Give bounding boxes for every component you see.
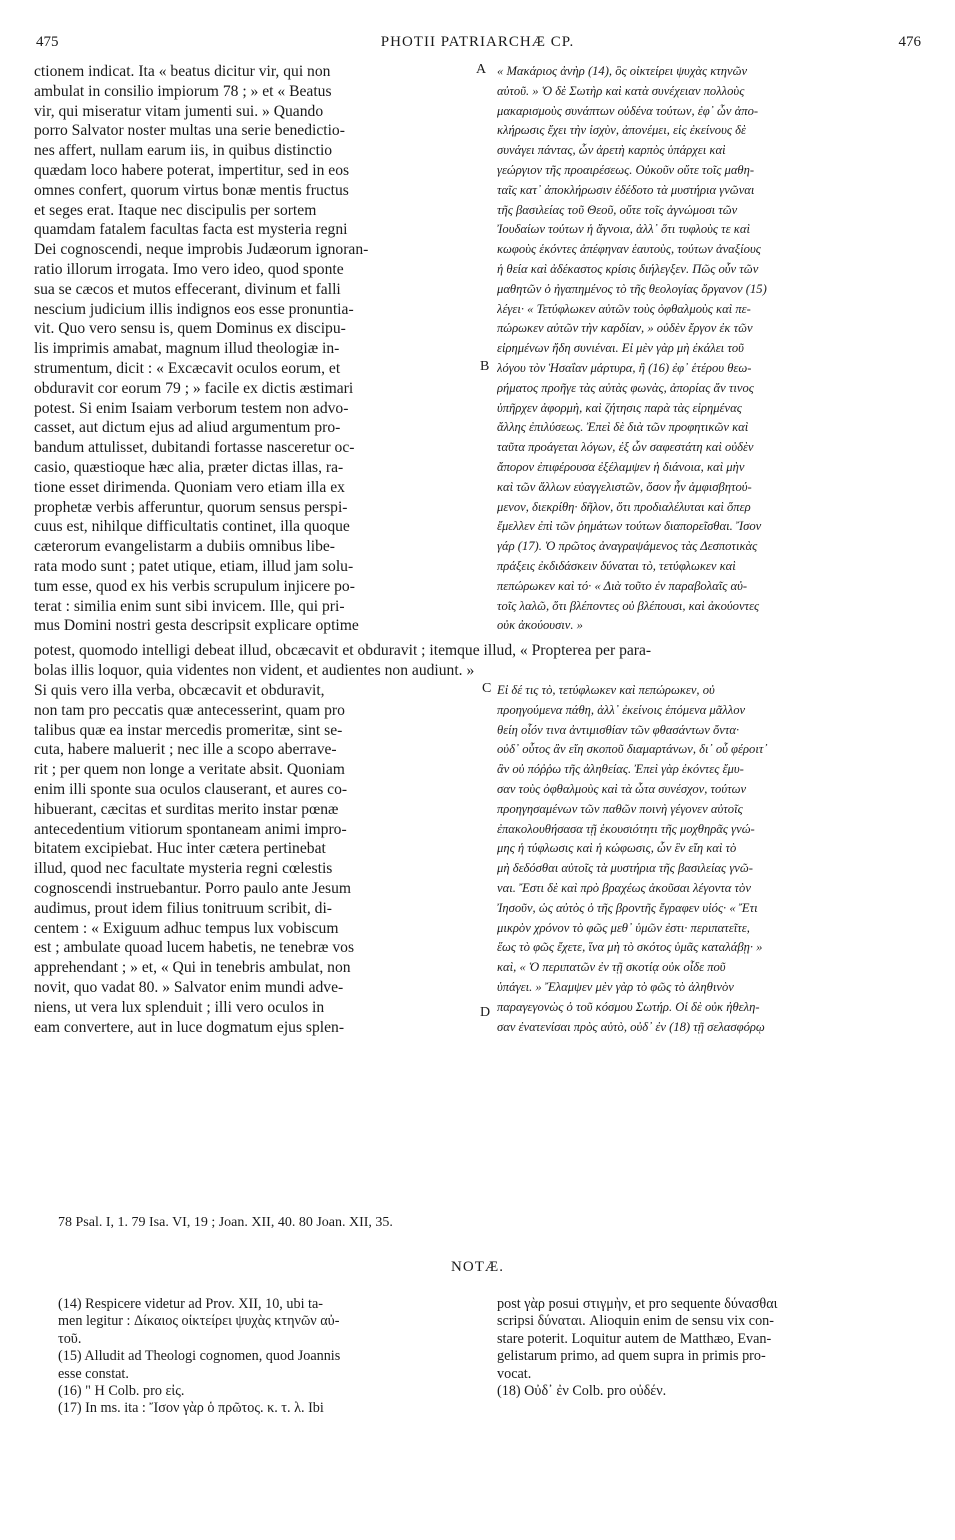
greek-line: ὑπάγει. » Ἔλαμψεν μὲν γὰρ τὸ φῶς τὸ ἀληθινὸν: [497, 979, 734, 994]
running-title: PHOTII PATRIARCHÆ CP.: [380, 34, 575, 50]
greek-line: τοῖς λαλῶ, ὅτι βλέποντες οὐ βλέπουσι, καὶ ἀκούοντες: [497, 598, 760, 613]
latin-line: novit, quo vadat 80. » Salvator enim mundi adve-: [34, 978, 344, 996]
note-line: (18) Οὐδ᾽ ἐν Colb. pro οὐδέν.: [497, 1383, 667, 1400]
latin-line: bolas illis loquor, quia videntes non vident, et audientes non audiunt. »: [34, 661, 475, 679]
greek-line: κωφοὺς ἑκόντες ἀπέφηναν ἑαυτοὺς, τούτων ἀναξίους: [497, 242, 761, 257]
latin-line: prophetæ verbis afferuntur, quorum sensus perspi-: [34, 498, 348, 516]
latin-line: enim illi sponte sua oculos clauserant, et aures co-: [34, 780, 348, 798]
greek-line: τῆς βασιλείας τοῦ Θεοῦ, οὔτε τοῖς ἀγνώμοσι τῶν: [497, 202, 738, 217]
greek-line: πράξεις ἐκδιδάσκειν δύναται τὸ, τετύφλωκεν καὶ: [497, 558, 736, 573]
greek-line: ἐπακολουθήσασα τῇ ἑκουσιότητι τῆς μοχθηρᾶς γνώ-: [497, 821, 755, 836]
latin-line: centem : « Exiguum adhuc tempus lux vobiscum: [34, 919, 339, 937]
greek-line: μακαρισμοὺς συνάπτων οὐδένα τούτων, ἐφ᾽ ὧν ἀπο-: [497, 103, 759, 118]
latin-line: eam convertere, aut in luce dogmatum ejus splen-: [34, 1018, 345, 1036]
greek-line: μικρὸν χρόνον τὸ φῶς μεθ᾽ ὑμῶν ἐστι· περιπατεῖτε,: [497, 920, 750, 935]
greek-line: πεπώρωκεν καὶ τό· « Διὰ τοῦτο ἐν παραβολαῖς αὐ-: [497, 578, 748, 593]
greek-line: ἡ θεία καὶ ἀδέκαστος κρίσις διήλεγξεν. Πῶς οὖν τῶν: [497, 261, 759, 276]
latin-line: apprehendant ; » et, « Qui in tenebris ambulat, non: [34, 959, 351, 977]
page-number-right: 476: [898, 34, 921, 50]
latin-line: omnes confert, quorum virtus bonæ mentis fructus: [34, 181, 349, 199]
greek-line: ὑπῆρχεν ἀφορμὴ, καὶ ζήτησις παρὰ τὰς εἰρημένας: [497, 400, 742, 415]
latin-line: cuta, habere maluerit ; nec ille a scopo aberrave-: [34, 741, 337, 759]
greek-line: ἔμελλεν ἐπὶ τῶν ῥημάτων τούτων διαπορεῖσθαι. Ἴσον: [497, 519, 762, 534]
latin-line: ratio illorum irrogata. Imo vero ideo, quod sponte: [34, 260, 344, 278]
latin-line: cæterorum evangelistarm a dubiis omnibus libe-: [34, 538, 335, 556]
note-line: scripsi δύναται. Alioquin enim de sensu vix con-: [497, 1313, 774, 1330]
scripture-footnotes: 78 Psal. I, 1. 79 Isa. VI, 19 ; Joan. XII, 40. 80 Joan. XII, 35.: [58, 1215, 393, 1230]
greek-line: καὶ τῶν ἄλλων εὐαγγελιστῶν, ὅσον ἦν ἀμφισβητού-: [497, 479, 752, 494]
greek-line: μενον, διεκρίθη· δῆλον, ὅτι προδιαλέλυται καὶ ὅπερ: [497, 499, 751, 514]
greek-line: αὐτοῦ. » Ὁ δὲ Σωτὴρ καὶ κατὰ συνέχειαν πολλοὺς: [497, 83, 745, 98]
latin-line: strumentum, dicit : « Excæcavit oculos eorum, et: [34, 359, 341, 377]
latin-line: non tam pro peccatis quæ antecesserint, quam pro: [34, 701, 345, 719]
latin-line: niens, ut vera lux splenduit ; illi vero oculos in: [34, 998, 325, 1016]
greek-line: σαν τοὺς ὀφθαλμοὺς καὶ τὰ ὦτα συνέσχον, τούτων: [497, 781, 747, 796]
latin-line: hibuerant, cæcitas et surditas merito instar pœnæ: [34, 800, 339, 818]
greek-line: ναι. Ἔστι δὲ καὶ πρὸ βραχέως ἀκοῦσαι λέγοντα τὸν: [497, 880, 751, 895]
latin-column-top: [34, 62, 474, 636]
latin-line: bandum attulisset, dubitandi fortasse nasceretur oc-: [34, 439, 355, 457]
greek-line: λόγου τὸν Ἡσαΐαν μάρτυρα, ἢ (16) ἐφ᾽ ἑτέρου θεω-: [497, 360, 752, 375]
latin-line: vir, qui miseratur vitam jumenti sui. » Quando: [34, 102, 324, 120]
margin-letter-b: B: [480, 359, 490, 374]
note-line: (16) " Η Colb. pro εἰς.: [58, 1383, 185, 1400]
latin-line: Dei cognoscendi, neque improbis Judæorum ignoran-: [34, 241, 369, 259]
greek-line: προηγούμενα πάθη, ἀλλ᾽ ἐκείνοις ἑπόμενα μᾶλλον: [497, 702, 746, 717]
latin-line: tum esse, quod ex his verbis scrupulum injicere po-: [34, 577, 355, 595]
latin-line: rata modo sunt ; patet utique, etiam, illud jam solu-: [34, 557, 354, 575]
latin-line: vit. Quo vero sensu is, quem Dominus ex discipu-: [34, 320, 346, 338]
greek-line: προηγησαμένων τῶν παθῶν ποινὴ γέγονεν αὐτοῖς: [497, 801, 743, 816]
latin-line: antecedentium vitiorum spontaneam animi impro-: [34, 820, 347, 838]
notes-column-left: [58, 1296, 478, 1418]
latin-line: quamdam fatalem facultas facta est mysteria regni: [34, 221, 348, 239]
full-width-text: [34, 641, 924, 681]
latin-line: ambulat in consilio impiorum 78 ; » et « Beatus: [34, 82, 332, 100]
latin-line: obduravit cor eorum 79 ; » facile ex dictis æstimari: [34, 379, 354, 397]
greek-line: πώρωκεν αὐτῶν τὴν καρδίαν, » οὐδὲν ἔργον ἐκ τῶν: [497, 321, 753, 336]
greek-line: σαν ἐνατενίσαι πρὸς αὐτὸ, οὐδ᾽ ἐν (18) τῇ σελασφόρῳ: [497, 1019, 765, 1034]
greek-line: κλήρωσις ἔχει τὴν ἰσχὺν, ἀπονέμει, εἰς ἐκείνους δὲ: [497, 123, 746, 138]
greek-line: ἂν οὐ πόῤῥω τῆς ἀληθείας. Ἐπεὶ γὰρ ἑκόντες ἔμυ-: [497, 762, 744, 777]
page-number-left: 475: [36, 34, 59, 50]
note-line: men legitur : Δίκαιος οἰκτείρει ψυχὰς κτηνῶν αὐ-: [58, 1313, 340, 1330]
latin-line: potest. Si enim Isaiam verborum testem non advo-: [34, 399, 349, 417]
greek-line: ἄπορον ἐπιφέρουσα ἐξέλαμψεν ἡ διάνοια, καὶ μὴν: [497, 459, 745, 474]
greek-line: εἰρημένων ἤδη συνιέναι. Εἰ μὲν γὰρ μὴ ἐκάλει τοῦ: [497, 341, 744, 356]
margin-letter-c: C: [482, 681, 492, 696]
latin-line: nes affert, nullam earum iis, in quibus distinctio: [34, 142, 333, 160]
margin-letter-a: A: [476, 62, 487, 77]
greek-line: ταῖς κατ᾽ ἀποκλήρωσιν ἐδέδοτο τὰ μυστήρια γνῶναι: [497, 182, 755, 197]
latin-line: nescium judicium illis indignos eos esse pronuntia-: [34, 300, 354, 318]
latin-line: rit ; per quem non longe a veritate absit. Quoniam: [34, 761, 345, 779]
greek-line: ρήματος προῆγε τὰς αὐτὰς φωνὰς, ἀπορίας ἄν τινος: [497, 380, 754, 395]
latin-line: casset, aut dictum ejus ad aliud argumentum pro-: [34, 419, 341, 437]
latin-line: tione esset dirimenda. Quoniam vero etiam illa ex: [34, 478, 345, 496]
latin-line: cognoscendi instruebantur. Porro paulo ante Jesum: [34, 879, 352, 897]
latin-line: terat : similia enim sunt sibi invicem. Ille, qui pri-: [34, 597, 345, 615]
greek-line: ἄλλης ἐπιλύσεως. Ἐπεὶ δὲ διὰ τῶν προφητικῶν καὶ: [497, 420, 749, 435]
latin-line: mus Domini nostri gesta descripsit explicare optime: [34, 617, 359, 635]
greek-line: μὴ δεδόσθαι αὐτοῖς τὰ μυστήρια τῆς βασιλείας γνῶ-: [497, 861, 753, 876]
latin-line: lis imprimis amabat, magnum illud theologiæ in-: [34, 340, 340, 358]
note-line: esse constat.: [58, 1365, 129, 1382]
latin-line: Si quis vero illa verba, obcæcavit et obduravit,: [34, 682, 325, 699]
latin-line: sua se cæcos et mutos effecerant, divinum et falli: [34, 280, 341, 298]
notes-column-right: [497, 1296, 917, 1400]
greek-line: καὶ, « Ὁ περιπατῶν ἐν τῇ σκοτίᾳ οὐκ οἶδε ποῦ: [497, 960, 726, 975]
greek-line: θείη οἷόν τινα ἀντιμισθίαν τῶν φθασάντων ὄντα·: [497, 722, 740, 737]
latin-line: illud, quod nec facultate mysteria regni cœlestis: [34, 860, 333, 878]
greek-line: λέγει· « Τετύφλωκεν αὐτῶν τοὺς ὀφθαλμοὺς καὶ πε-: [497, 301, 751, 316]
latin-line: cuus est, nihilque difficultatis continet, illa quoque: [34, 518, 350, 536]
greek-line: οὐδ᾽ οὗτος ἂν εἴη σκοποῦ διαμαρτάνων, δι᾽ οὗ φέροιτ᾽: [497, 742, 768, 757]
latin-line: potest, quomodo intelligi debeat illud, obcæcavit et obduravit ; itemque illud, « Propterea per para-: [34, 642, 652, 659]
greek-column-top: [497, 62, 921, 636]
latin-line: audimus, prout idem filius tonitruum scribit, di-: [34, 899, 332, 917]
note-line: τοῦ.: [58, 1330, 82, 1347]
latin-line: talibus quæ ea instar mercedis promeritæ, sint se-: [34, 721, 343, 739]
greek-line: μης ἡ τύφλωσις καὶ ἡ κώφωσις, ὧν ἓν εἴη καὶ τὸ: [497, 841, 737, 856]
greek-line: ἕως τὸ φῶς ἔχετε, ἵνα μὴ τὸ σκότος ὑμᾶς καταλάβῃ· »: [497, 940, 763, 955]
greek-line: Εἰ δέ τις τὸ, τετύφλωκεν καὶ πεπώρωκεν, οὐ: [497, 683, 715, 697]
note-line: stare poterit. Loquitur autem de Matthæo, Evan-: [497, 1330, 772, 1347]
latin-line: bitatem excipiebat. Huc inter cætera pertinebat: [34, 840, 326, 858]
greek-line: μαθητῶν ὁ ἠγαπημένος τὸ τῆς θεολογίας ὄργανον (15): [497, 281, 767, 296]
note-line: gelistarum primo, ad quem supra in primis pro-: [497, 1348, 766, 1365]
greek-line: Ἰησοῦν, ὡς αὐτὸς ὁ τῆς βροντῆς ἔγραφεν υἱός· « Ἔτι: [497, 900, 758, 915]
latin-line: et seges erat. Itaque nec discipulis per sortem: [34, 201, 317, 219]
greek-line: παραγεγονὼς ὁ τοῦ κόσμου Σωτήρ. Οἱ δὲ οὐκ ἠθελη-: [497, 999, 760, 1014]
greek-line: οὐκ ἀκούουσιν. »: [497, 618, 583, 633]
notes-heading: NOTÆ.: [451, 1259, 504, 1275]
latin-column-bottom: [34, 681, 474, 1037]
greek-line: ταῦτα προάγεται λόγων, ἐξ ὧν σαφεστάτη καὶ οὐδὲν: [497, 440, 754, 455]
latin-line: ctionem indicat. Ita « beatus dicitur vir, qui non: [34, 63, 331, 80]
latin-line: porro Salvator noster multas una serie benedictio-: [34, 122, 345, 140]
margin-letter-d: D: [480, 1005, 491, 1020]
greek-line: γάρ (17). Ὁ πρῶτος ἀναγραψάμενος τὰς Δεσποτικὰς: [497, 539, 758, 554]
latin-line: quædam loco habere poterat, impertitur, sed in eos: [34, 161, 350, 179]
latin-line: casio, quæstioque hæc alia, præter dictas illas, ra-: [34, 458, 344, 476]
greek-line: συνάγει πάντας, ὧν ἀρετὴ καρπὸς ὑπάρχει καὶ: [497, 143, 726, 158]
note-line: vocat.: [497, 1365, 532, 1382]
note-line: (14) Respicere videtur ad Prov. XII, 10, ubi ta-: [58, 1296, 324, 1312]
note-line: (15) Alludit ad Theologi cognomen, quod Joannis: [58, 1348, 341, 1365]
greek-line: γεώργιον τῆς προαιρέσεως. Οὐκοῦν οὔτε τοῖς μαθη-: [497, 162, 755, 177]
greek-line: Ἰουδαίων τούτων ἡ ἄγνοια, ἀλλ᾽ ὅτι τυφλοὺς τε καὶ: [497, 222, 750, 237]
note-line: (17) In ms. ita : Ἴσον γὰρ ὁ πρῶτος. κ. τ. λ. Ibi: [58, 1400, 324, 1417]
greek-line: « Μακάριος ἀνὴρ (14), ὃς οἰκτείρει ψυχὰς κτηνῶν: [497, 64, 748, 78]
note-line: post γὰρ posui στιγμὴν, et pro sequente δύνασθαι: [497, 1296, 778, 1312]
latin-line: est ; ambulate quoad lucem habetis, ne tenebræ vos: [34, 939, 355, 957]
greek-column-bottom: [497, 681, 921, 1037]
running-header: [34, 34, 921, 56]
